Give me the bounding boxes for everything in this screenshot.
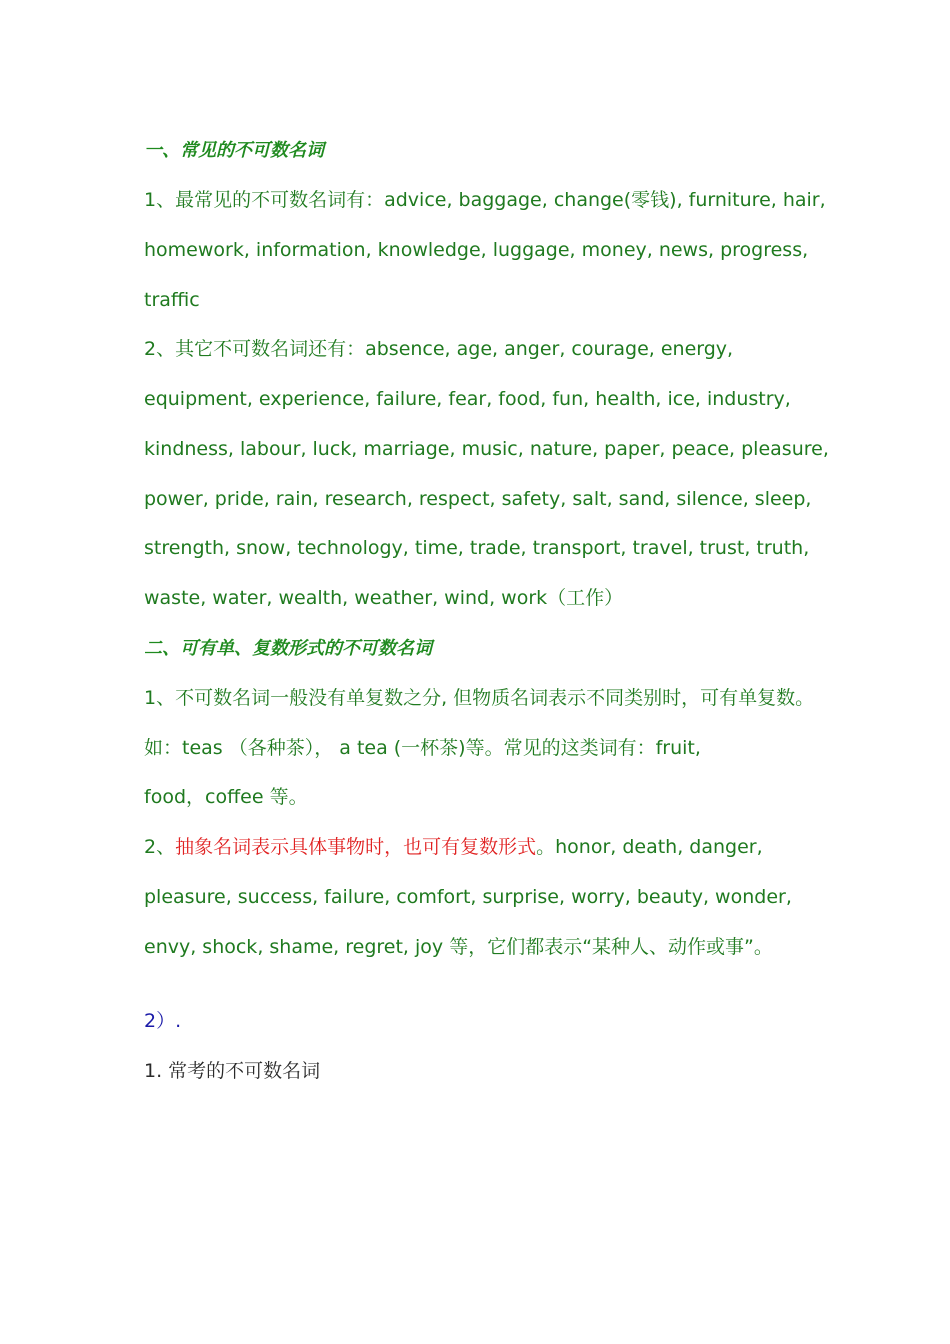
section1-item2-line4: power, pride, rain, research, respect, safety, salt, sand, silence, sleep, (144, 488, 812, 510)
section2-item2-rest: 。honor, death, danger, (536, 836, 763, 858)
section2-item1-line2: 如：teas （各种茶）， a tea (一杯茶)等。常见的这类词有：fruit, (144, 737, 701, 759)
section2-item2-line3: envy, shock, shame, regret, joy 等，它们都表示“某种人、动作或事”。 (144, 936, 773, 958)
section2-item1-line3: food，coffee 等。 (144, 786, 308, 808)
section1-item1-line3: traffic (144, 289, 200, 311)
section1-item2-line5: strength, snow, technology, time, trade, transport, travel, trust, truth, (144, 537, 810, 559)
section2-item2-line2: pleasure, success, failure, comfort, surprise, worry, beauty, wonder, (144, 886, 792, 908)
section1-item1-line2: homework, information, knowledge, luggage, money, news, progress, (144, 239, 809, 261)
section2-item2-prefix: 2、 (144, 836, 176, 858)
section1-item2-line6: waste, water, wealth, weather, wind, work（工作） (144, 587, 624, 609)
section2-item2-highlight: 抽象名词表示具体事物时，也可有复数形式 (175, 836, 537, 858)
section2-item1-line1: 1、不可数名词一般没有单复数之分, 但物质名词表示不同类别时，可有单复数。 (144, 687, 815, 709)
section2-heading: 二、可有单、复数形式的不可数名词 (144, 638, 432, 659)
footer-marker: 2）. (144, 1010, 182, 1032)
section1-item2-line3: kindness, labour, luck, marriage, music, nature, paper, peace, pleasure, (144, 438, 829, 460)
section2-item2-line1 (144, 834, 763, 860)
section1-heading: 一、常见的不可数名词 (144, 140, 324, 161)
section1-item2-line1: 2、其它不可数名词还有：absence, age, anger, courage, energy, (144, 338, 734, 360)
footer-subheading: 1. 常考的不可数名词 (144, 1060, 321, 1082)
section1-item2-line2: equipment, experience, failure, fear, food, fun, health, ice, industry, (144, 388, 791, 410)
section1-item1-line1: 1、最常见的不可数名词有：advice, baggage, change(零钱), furniture, hair, (144, 189, 826, 211)
